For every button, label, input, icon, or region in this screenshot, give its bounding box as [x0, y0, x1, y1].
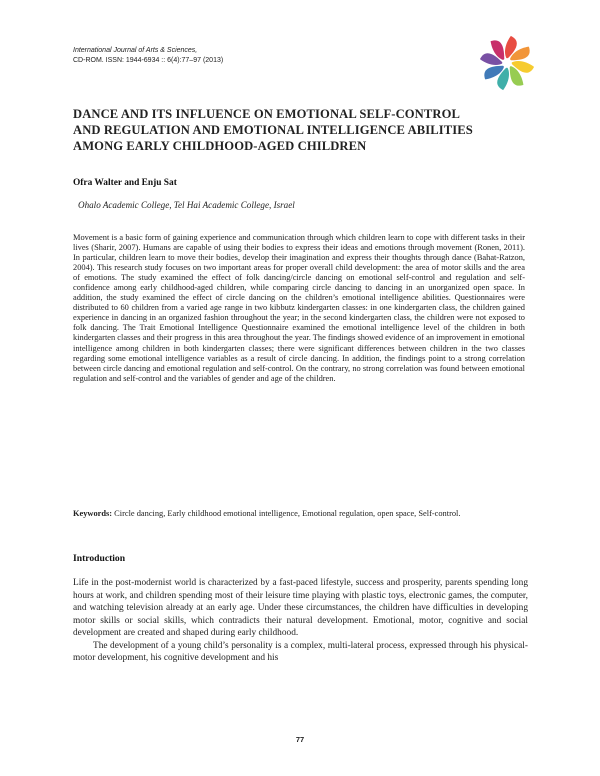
paragraph: The development of a young child’s personality is a complex, multi-lateral process, expressed through his physical-motor development, his cognitive development and his — [73, 640, 528, 664]
authors: Ofra Walter and Enju Sat — [73, 178, 177, 188]
keywords — [73, 509, 525, 519]
affiliation: Ohalo Academic College, Tel Hai Academic College, Israel — [78, 200, 295, 210]
abstract: Movement is a basic form of gaining experience and communication through which children learn to cope with different tasks in their lives (Sharir, 2007). Humans are capable of using their bodies to express their ideas and emotions through movement (Ronen, 2011). In particular, children learn to move their bodies, develop their imagination and express their thoughts through dance (Bahat-Ratzon, 2004). This research study focuses on two important areas for proper overall child development: the area of motor skills and the area of emotions. The study examined the effect of folk dancing/circle dancing on emotional self-control and regulation and self-confidence among early childhood-aged children, while comparing circle dancing to dancing in an unorganized open space. In addition, the study examined the effect of circle dancing on the children’s emotional intelligence abilities. Questionnaires were distributed to 60 children from a varied age range in two kibbutz kindergarten classes: in one kindergarten class, the children gained experience in dancing in an organized fashion throughout the year; in the second kindergarten class, the children were not exposed to folk dancing. The Trait Emotional Intelligence Questionnaire examined the emotional intelligence level of the children in both kindergarten classes and their progress in this area throughout the year. The findings showed evidence of an improvement in emotional intelligence among children in both kindergarten classes; there were significant differences between children in the two classes regarding some emotional intelligence variables as a result of circle dancing. In addition, the findings point to a strong correlation between circle dancing and emotional regulation and self-control. On the contrary, no strong correlation was found between emotional regulation and self-control and the variables of gender and age of the children. — [73, 233, 525, 383]
journal-name: International Journal of Arts & Sciences, — [73, 47, 198, 54]
introduction-body — [73, 577, 528, 665]
pinwheel-logo-icon — [478, 34, 536, 92]
page-number: 77 — [295, 735, 305, 744]
journal-header — [73, 46, 223, 66]
journal-issn: CD-ROM. ISSN: 1944-6934 :: 6(4):77–97 (2013) — [73, 57, 224, 64]
section-heading-introduction: Introduction — [73, 553, 126, 564]
keywords-text: Circle dancing, Early childhood emotional intelligence, Emotional regulation, open space, Self-control. — [114, 509, 461, 518]
paragraph: Life in the post-modernist world is characterized by a fast-paced lifestyle, success and prosperity, parents spending long hours at work, and children spending most of their leisure time playing with plastic toys, electronic games, the computer, and watching television already at an early age. Under these circumstances, the children have difficulties in developing motor skills or social skills, which contradicts their natural development. Emotional, motor, cognitive and social development are created and shaped during early childhood. — [73, 578, 528, 639]
keywords-label: Keywords: — [73, 509, 113, 518]
title-line-2: AND REGULATION AND EMOTIONAL INTELLIGENCE ABILITIES — [73, 123, 473, 137]
paper-title — [73, 106, 533, 154]
title-line-1: DANCE AND ITS INFLUENCE ON EMOTIONAL SELF-CONTROL — [73, 107, 460, 121]
title-line-3: AMONG EARLY CHILDHOOD-AGED CHILDREN — [73, 139, 367, 153]
